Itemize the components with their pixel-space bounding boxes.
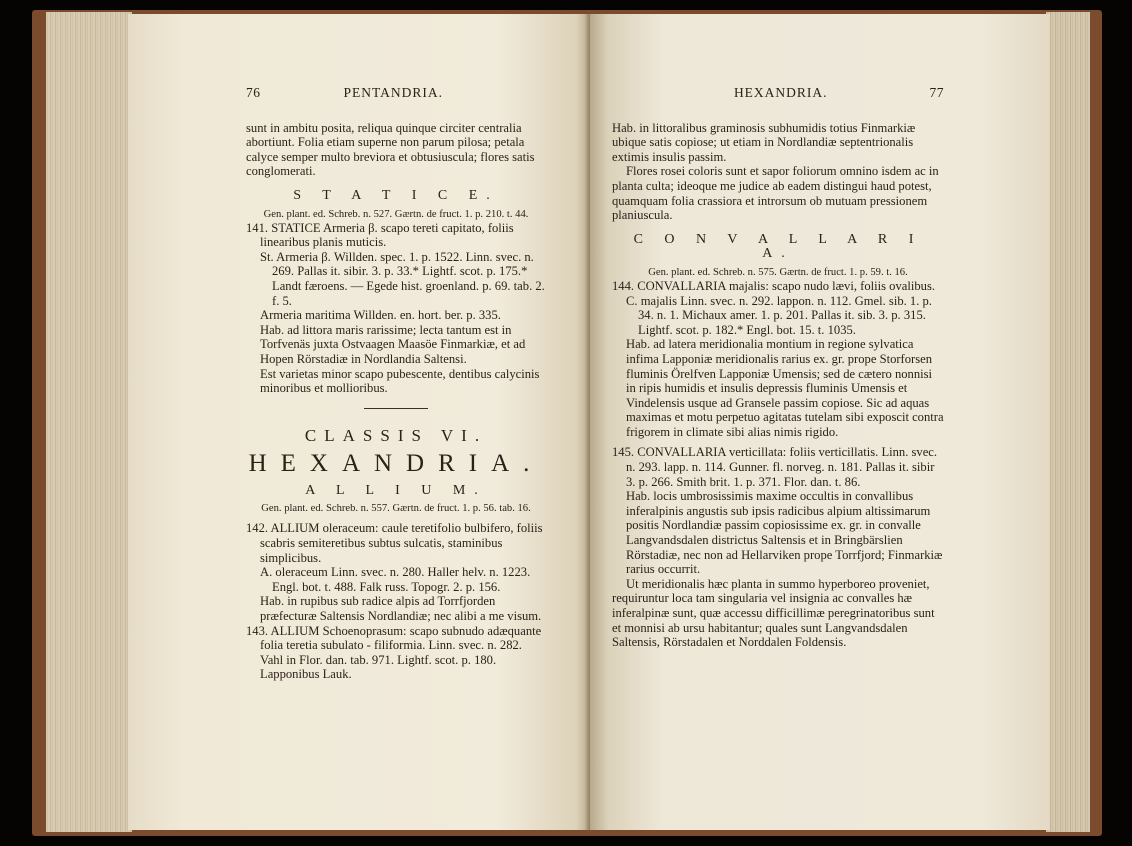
paragraph: sunt in ambitu posita, reliqua quinque circiter centralia abortiunt. Folia etiam superne non parum pilosa; petala calyce semper multo breviora et obtusiuscula; flores satis conglomerati. <box>246 120 535 179</box>
note-line: Est varietas minor scapo pubescente, dentibus calycinis minoribus et mollioribus. <box>260 366 540 396</box>
genus-reference: Gen. plant. ed. Schreb. n. 527. Gærtn. de fruct. 1. p. 210. t. 44. <box>263 208 529 220</box>
page-number: 76 <box>246 85 261 100</box>
class-heading: CLASSIS VI. <box>304 425 488 445</box>
left-page <box>128 14 590 830</box>
habitat-line: Hab. ad littora maris rarissime; lecta tantum est in Torfvenäs juxta Ostvaagen Maasöe Finmarkiæ, et ad Hopen Rörstadiæ in Nordlandia Saltensi. <box>260 322 526 366</box>
habitat-line: Hab. ad latera meridionalia montium in regione sylvatica infima Lapponiæ meridionalis rarius ex. gr. prope Storforsen fluminis Örelfven Lapponiæ Umensis; sed de cætero nonnisi in ripis humidis et insulis depressis fluminis Umensis et Vindelensis usque ad Gransele passim copiose. Sic ad aquas maximas et motu perpetuo agitatas tutelam sibi exposcit contra frigorem in climate sibi alias nimis rigido. <box>626 337 944 439</box>
class-title: HEXANDRIA. <box>248 450 544 478</box>
species-entry: 144. CONVALLARIA majalis: scapo nudo lævi, foliis ovalibus. <box>612 278 935 293</box>
page-edges-left <box>46 12 132 832</box>
genus-heading: C O N V A L L A R I A. <box>633 231 923 262</box>
running-title: PENTANDRIA. <box>343 85 444 100</box>
species-entry: 145. CONVALLARIA verticillata: foliis verticillatis. Linn. svec. n. 293. lapp. n. 114. Gunner. fl. norveg. n. 181. Pallas it. sibir 3. p. 266. Smith brit. 1. p. 371. Flor. dan. t. 86. <box>612 445 938 489</box>
synonym-line: Armeria maritima Willden. en. hort. ber. p. 335. <box>260 308 501 323</box>
page-number: 77 <box>929 85 944 100</box>
right-page-text <box>612 86 944 650</box>
running-title: HEXANDRIA. <box>733 85 828 100</box>
species-entry: 141. STATICE Armeria β. scapo tereti capitato, foliis linearibus planis muticis. <box>246 220 514 250</box>
synonym-line: A. oleraceum Linn. svec. n. 280. Haller helv. n. 1223. Engl. bot. t. 488. Falk russ. Topogr. 2. p. 156. <box>260 565 531 594</box>
genus-heading: A L L I U M. <box>305 482 487 498</box>
synonym-line: St. Armeria β. Willden. spec. 1. p. 1522. Linn. svec. n. 269. Pallas it. sibir. 3. p. 33.* Lightf. scot. p. 175.* Landt færoens. — Egede hist. groenland. p. 69. tab. 2. f. 5. <box>260 249 545 308</box>
habitat-line: Hab. locis umbrosissimis maxime occultis in convallibus inferalpinis angustis sub ipsis radicibus alpium altissimarum positis Nordlandiæ passim copiosissime ex. gr. in convalle Langvandsdalen districtus Saltensis et in Bringbärslien Rörstadiæ, nec non ad Hellarviken prope Torrfjord; Finmarkiæ rarius occurrit. <box>626 489 943 577</box>
synonym-line: C. majalis Linn. svec. n. 292. lappon. n. 112. Gmel. sib. 1. p. 34. n. 1. Michaux amer. 1. p. 201. Pallas it. sib. 3. p. 315. Lightf. scot. p. 182.* Engl. bot. 15. t. 1035. <box>626 293 932 337</box>
species-entry: 143. ALLIUM Schoenoprasum: scapo subnudo adæquante folia teretia subulato - filiformia. Linn. svec. n. 282. Vahl in Flor. dan. tab. 971. Lightf. scot. p. 180. <box>246 623 542 667</box>
section-rule <box>364 408 428 409</box>
genus-heading: S T A T I C E. <box>293 187 499 203</box>
vernacular-line: Lapponibus Lauk. <box>260 667 352 682</box>
paragraph: Hab. in littoralibus graminosis subhumidis totius Finmarkiæ ubique satis copiose; ut etiam in Nordlandiæ septentrionalis extimis insulis passim. <box>612 120 916 164</box>
genus-reference: Gen. plant. ed. Schreb. n. 575. Gærtn. de fruct. 1. p. 59. t. 16. <box>648 266 908 278</box>
habitat-line: Hab. in rupibus sub radice alpis ad Torrfjorden præfecturæ Saltensis Nordlandiæ; nec alibi a me visum. <box>260 594 542 624</box>
species-entry: 142. ALLIUM oleraceum: caule teretifolio bulbifero, foliis scabris semiteretibus subtus sulcatis, staminibus simplicibus. <box>246 521 543 565</box>
paragraph: Flores rosei coloris sunt et sapor foliorum omnino isdem ac in planta culta; ideoque me judice ab eadem distingui haud potest, quamquam folia crassiora et introrsum ob mutuam pressionem planiuscula. <box>612 164 939 223</box>
left-page-text <box>246 86 546 682</box>
left-running-head <box>246 86 546 101</box>
genus-reference: Gen. plant. ed. Schreb. n. 557. Gærtn. de fruct. 1. p. 56. tab. 16. <box>261 503 531 515</box>
page-edges-right <box>1046 12 1090 832</box>
paragraph: Ut meridionalis hæc planta in summo hyperboreo proveniet, requiruntur loca tam singularia vel insignia ac convalles hæ inferalpinæ sunt, quæ accessu difficillimæ peregrinatoribus sunt et monnisi ab ursu habitantur; quales sunt Langvandsdalen Saltensis, Rörstadalen et Norddalen Foldensis. <box>612 576 935 650</box>
right-running-head <box>612 86 944 101</box>
right-page <box>590 14 1050 830</box>
